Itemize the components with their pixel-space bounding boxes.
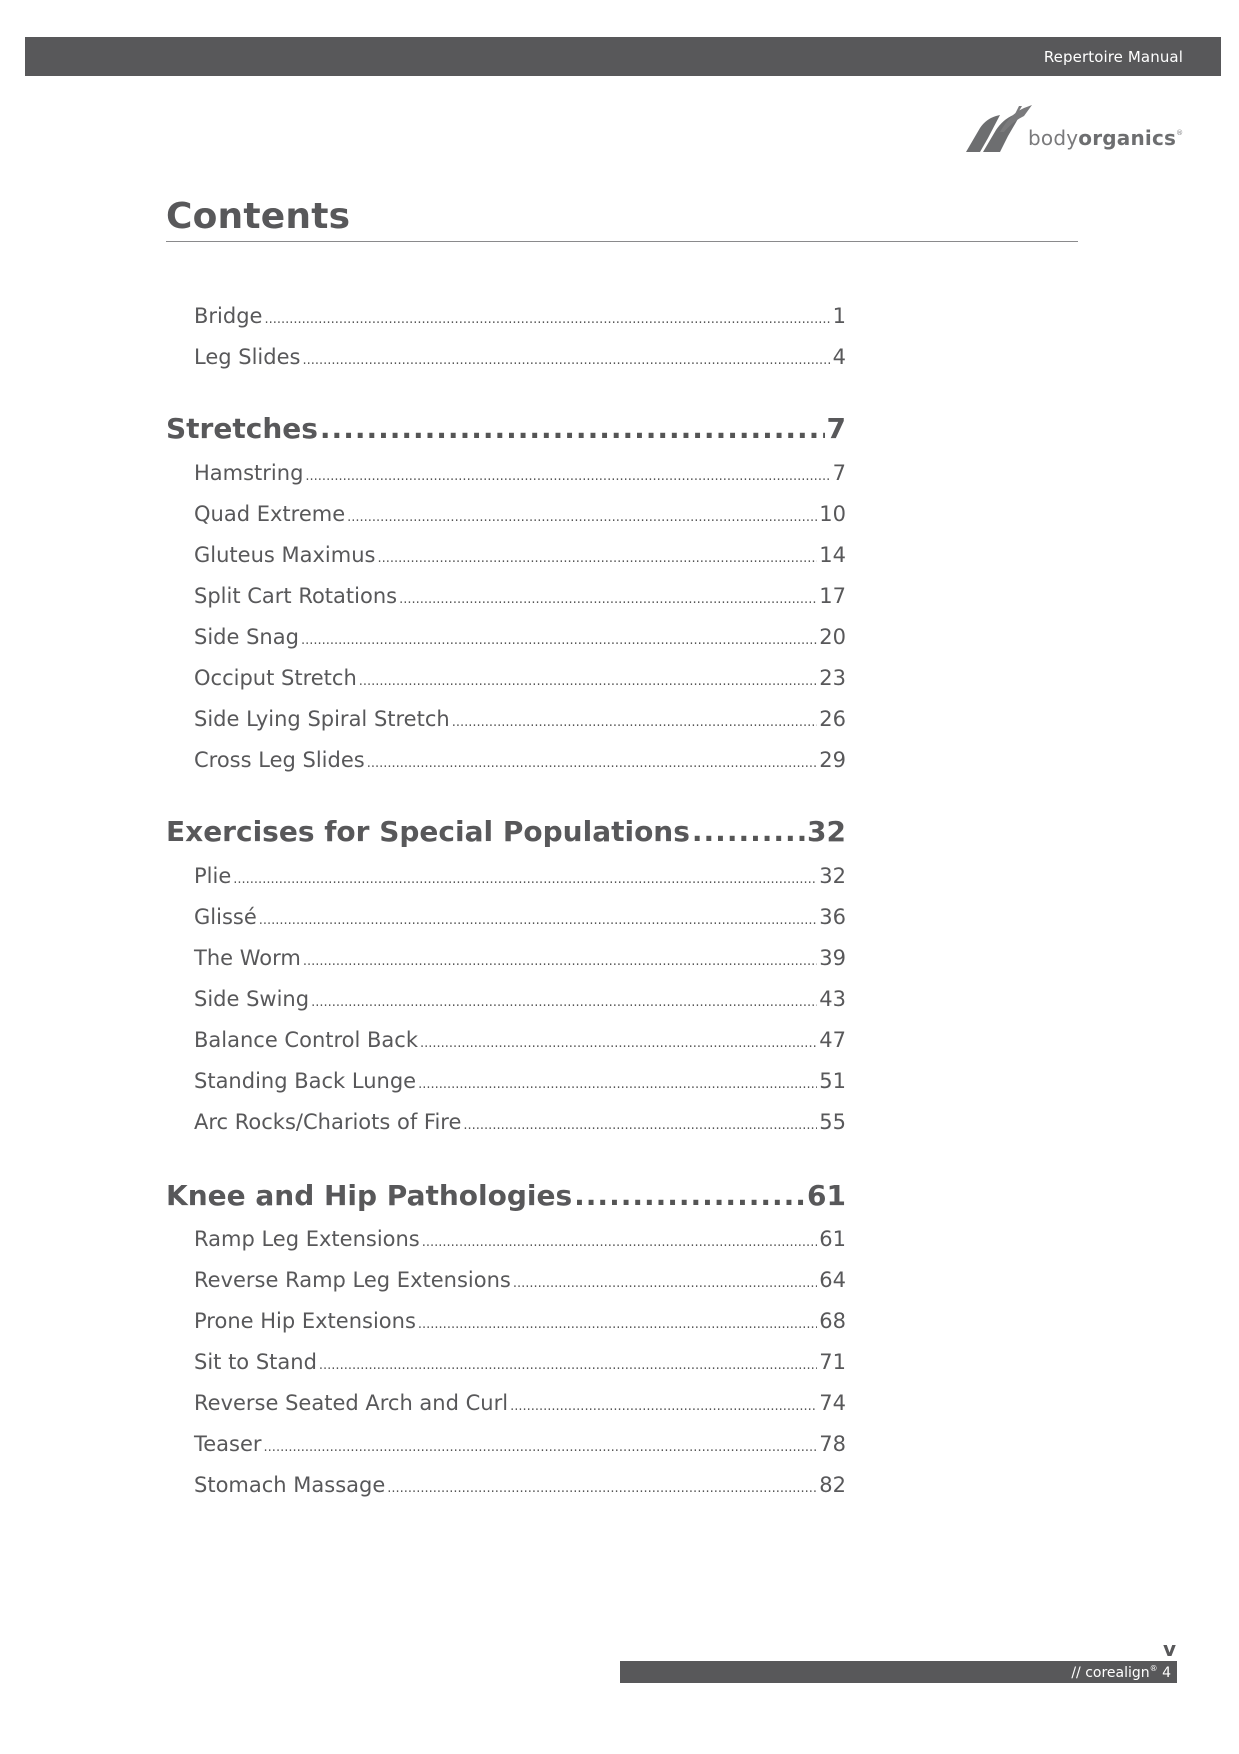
toc-entry-split-cart-rotations[interactable]: Split Cart Rotations ..... 17 (194, 584, 846, 608)
toc-section-stretches[interactable]: Stretches ..... 7 (166, 412, 846, 445)
toc-entry-gluteus-maximus[interactable]: Gluteus Maximus ..... 14 (194, 543, 846, 567)
toc-entry-side-lying-spiral-stretch[interactable]: Side Lying Spiral Stretch ..... 26 (194, 707, 846, 731)
toc-entry-side-snag[interactable]: Side Snag ..... 20 (194, 625, 846, 649)
toc-entry-bridge[interactable]: Bridge ..... 1 (194, 304, 846, 328)
manual-title: Repertoire Manual (1043, 48, 1183, 66)
toc-entry-prone-hip-extensions[interactable]: Prone Hip Extensions ..... 68 (194, 1309, 846, 1333)
toc-entry-stomach-massage[interactable]: Stomach Massage ..... 82 (194, 1473, 846, 1497)
title-divider (166, 241, 1078, 242)
toc-entry-glisse[interactable]: Glissé ..... 36 (194, 905, 846, 929)
toc-entry-quad-extreme[interactable]: Quad Extreme ..... 10 (194, 502, 846, 526)
page-number: v (1163, 1637, 1177, 1661)
toc-section-special-populations[interactable]: Exercises for Special Populations ..... 32 (166, 815, 846, 848)
toc-entry-sit-to-stand[interactable]: Sit to Stand ..... 71 (194, 1350, 846, 1374)
logo-wordmark: bodyorganics® (1028, 126, 1184, 150)
body-organics-logo (966, 98, 1186, 158)
toc-entry-reverse-ramp-leg-extensions[interactable]: Reverse Ramp Leg Extensions ..... 64 (194, 1268, 846, 1292)
toc-entry-reverse-seated-arch-curl[interactable]: Reverse Seated Arch and Curl ..... 74 (194, 1391, 846, 1415)
toc-entry-teaser[interactable]: Teaser ..... 78 (194, 1432, 846, 1456)
footer-bar (620, 1661, 1177, 1683)
toc-entry-the-worm[interactable]: The Worm ..... 39 (194, 946, 846, 970)
toc-entry-occiput-stretch[interactable]: Occiput Stretch ..... 23 (194, 666, 846, 690)
page-title: Contents (166, 196, 351, 237)
toc-entry-standing-back-lunge[interactable]: Standing Back Lunge ..... 51 (194, 1069, 846, 1093)
toc-entry-cross-leg-slides[interactable]: Cross Leg Slides ..... 29 (194, 748, 846, 772)
toc-entry-ramp-leg-extensions[interactable]: Ramp Leg Extensions ..... 61 (194, 1227, 846, 1251)
toc-entry-arc-rocks[interactable]: Arc Rocks/Chariots of Fire ..... 55 (194, 1110, 846, 1134)
toc-entry-hamstring[interactable]: Hamstring ..... 7 (194, 461, 846, 485)
toc-entry-side-swing[interactable]: Side Swing ..... 43 (194, 987, 846, 1011)
toc-entry-leg-slides[interactable]: Leg Slides ..... 4 (194, 345, 846, 369)
footer-label: // corealign® 4 (1071, 1664, 1171, 1681)
toc-section-knee-hip-pathologies[interactable]: Knee and Hip Pathologies ..... 61 (166, 1179, 846, 1212)
toc-entry-balance-control-back[interactable]: Balance Control Back ..... 47 (194, 1028, 846, 1052)
header-bar (25, 37, 1221, 76)
toc-entry-plie[interactable]: Plie ..... 32 (194, 864, 846, 888)
